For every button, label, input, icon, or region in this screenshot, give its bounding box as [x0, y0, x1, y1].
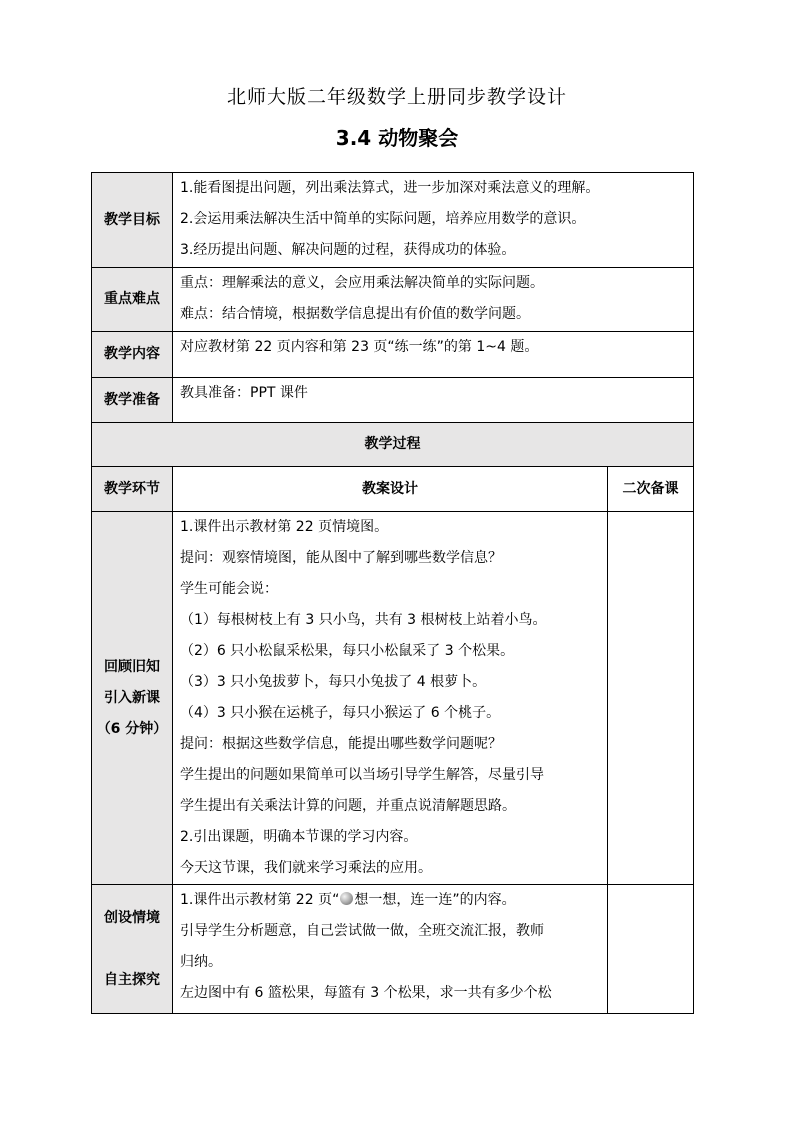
column-header-row — [92, 467, 694, 512]
key-points-row — [92, 268, 694, 332]
preparation-text: 教具准备：PPT 课件 — [173, 378, 694, 423]
page-title: 北师大版二年级数学上册同步教学设计 — [226, 86, 567, 108]
preparation-row — [92, 378, 694, 423]
content-text: 对应教材第 22 页内容和第 23 页“练一练”的第 1~4 题。 — [173, 332, 694, 378]
lightbulb-icon — [340, 892, 353, 905]
explore-line: 左边图中有 6 篮松果，每篮有 3 个松果，求一共有多少个松 — [180, 985, 552, 1001]
review-line: 1.课件出示教材第 22 页情境图。 — [180, 519, 389, 535]
explore-line-1: 1.课件出示教材第 22 页“ 想一想，连一连”的内容。 — [180, 892, 516, 908]
review-line: 提问：根据这些数学信息，能提出哪些数学问题呢？ — [180, 736, 502, 752]
preparation-label: 教学准备 — [92, 378, 173, 423]
key-points-label: 重点难点 — [92, 268, 173, 332]
goal-line-3: 3.经历提出问题、解决问题的过程，获得成功的体验。 — [180, 242, 516, 258]
notes-column-header: 二次备课 — [608, 467, 694, 512]
review-line: （2）6 只小松鼠采松果，每只小松鼠采了 3 个松果。 — [180, 643, 515, 659]
goals-label: 教学目标 — [92, 173, 173, 268]
stage-explore-label: 创设情境 自主探究 — [92, 885, 173, 1014]
lesson-title: 3.4 动物聚会 — [335, 126, 459, 150]
stage-explore-row — [92, 885, 694, 1014]
goal-line-1: 1.能看图提出问题，列出乘法算式，进一步加深对乘法意义的理解。 — [180, 180, 600, 196]
explore-line: 归纳。 — [180, 954, 222, 970]
goals-content — [173, 173, 694, 268]
stage-review-notes — [608, 512, 694, 885]
review-line: 2.引出课题，明确本节课的学习内容。 — [180, 829, 418, 845]
review-line: 学生提出有关乘法计算的问题，并重点说清解题思路。 — [180, 798, 516, 814]
process-header-row — [92, 423, 694, 467]
key-point-line: 重点：理解乘法的意义，会应用乘法解决简单的实际问题。 — [180, 275, 544, 291]
goal-line-2: 2.会运用乘法解决生活中简单的实际问题，培养应用数学的意识。 — [180, 211, 586, 227]
design-column-header: 教案设计 — [173, 467, 608, 512]
key-points-content — [173, 268, 694, 332]
review-line: （3）3 只小兔拔萝卜，每只小兔拔了 4 根萝卜。 — [180, 674, 487, 690]
stage-explore-design — [173, 885, 608, 1014]
stage-column-header: 教学环节 — [92, 467, 173, 512]
lesson-plan-table — [91, 172, 694, 1014]
review-line: （4）3 只小猴在运桃子，每只小猴运了 6 个桃子。 — [180, 705, 501, 721]
review-line: （1）每根树枝上有 3 只小鸟，共有 3 根树枝上站着小鸟。 — [180, 612, 547, 628]
explore-line: 引导学生分析题意，自己尝试做一做，全班交流汇报，教师 — [180, 923, 544, 939]
stage-review-design — [173, 512, 608, 885]
review-line: 今天这节课，我们就来学习乘法的应用。 — [180, 860, 432, 876]
stage-review-row — [92, 512, 694, 885]
process-title: 教学过程 — [92, 423, 694, 467]
goals-row — [92, 173, 694, 268]
stage-explore-notes — [608, 885, 694, 1014]
stage-review-label: 回顾旧知 引入新课 （6 分钟） — [92, 512, 173, 885]
content-label: 教学内容 — [92, 332, 173, 378]
content-row — [92, 332, 694, 378]
review-line: 提问：观察情境图，能从图中了解到哪些数学信息？ — [180, 550, 502, 566]
review-line: 学生提出的问题如果简单可以当场引导学生解答，尽量引导 — [180, 767, 544, 783]
difficulty-line: 难点：结合情境，根据数学信息提出有价值的数学问题。 — [180, 306, 530, 322]
review-line: 学生可能会说： — [180, 581, 278, 597]
